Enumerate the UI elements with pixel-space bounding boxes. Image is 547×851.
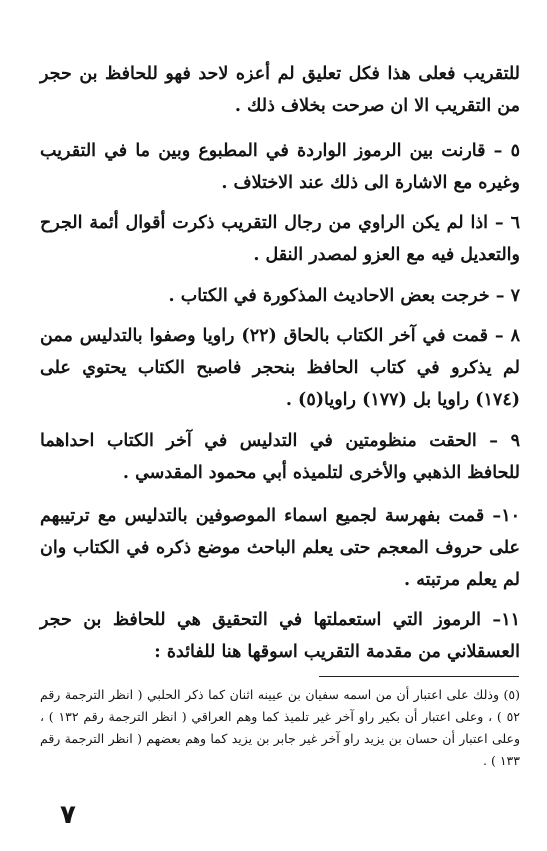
paragraph-item-11: ١١– الرموز التي استعملتها في التحقيق هي للحافظ بن حجر العسقلاني من مقدمة التقريب اسوقها هنا للفائدة : (40, 610, 520, 662)
paragraph-item-5: ٥ – قارنت بين الرموز الواردة في المطبوع وبين ما في التقريب وغيره مع الاشارة الى ذلك عند الاختلاف . (40, 141, 520, 193)
paragraph-intro-continuation: للتقريب فعلى هذا فكل تعليق لم أعزه لاحد فهو للحافظ بن حجر من التقريب الا ان صرحت بخلاف ذلك . (40, 64, 520, 116)
footnote-separator (319, 676, 519, 677)
paragraph-item-10: ١٠– قمت بفهرسة لجميع اسماء الموصوفين بالتدليس مع ترتيبهم على حروف المعجم حتى يعلم الباحث موضع ذكره في الكتاب وان لم يعلم مرتبته . (40, 506, 520, 590)
paragraph-item-9: ٩ – الحقت منظومتين في التدليس في آخر الكتاب احداهما للحافظ الذهبي والأخرى لتلميذه أبي محمود المقدسي . (40, 431, 520, 483)
paragraph-item-7: ٧ – خرجت بعض الاحاديث المذكورة في الكتاب . (168, 286, 520, 306)
footnote-5: (٥) وذلك على اعتبار أن من اسمه سفيان بن عيينه اثنان كما ذكر الحلبي ( انظر الترجمة رقم ٥٢ ) ، وعلى اعتبار أن بكير راو آخر غير تلميذ كما وهم العراقي ( انظر الترجمة رقم ١٣٢ ) ، وعلى اعتبار أن حسان بن يزيد راو آخر غير جابر بن يزيد كما وهم بعضهم ( انظر الترجمة رقم ١٣٣ ) . (40, 687, 520, 768)
paragraph-item-6: ٦ – اذا لم يكن الراوي من رجال التقريب ذكرت أقوال أئمة الجرح والتعديل فيه مع العزو لمصدر النقل . (40, 213, 520, 265)
page-number: ٧ (60, 800, 76, 830)
paragraph-item-8: ٨ – قمت في آخر الكتاب بالحاق (٢٢) راويا وصفوا بالتدليس ممن لم يذكرو في كتاب الحافظ بنحجر فاصبح الكتاب يحتوي على (١٧٤) راويا بل (١٧٧) راويا(٥) . (40, 326, 521, 410)
